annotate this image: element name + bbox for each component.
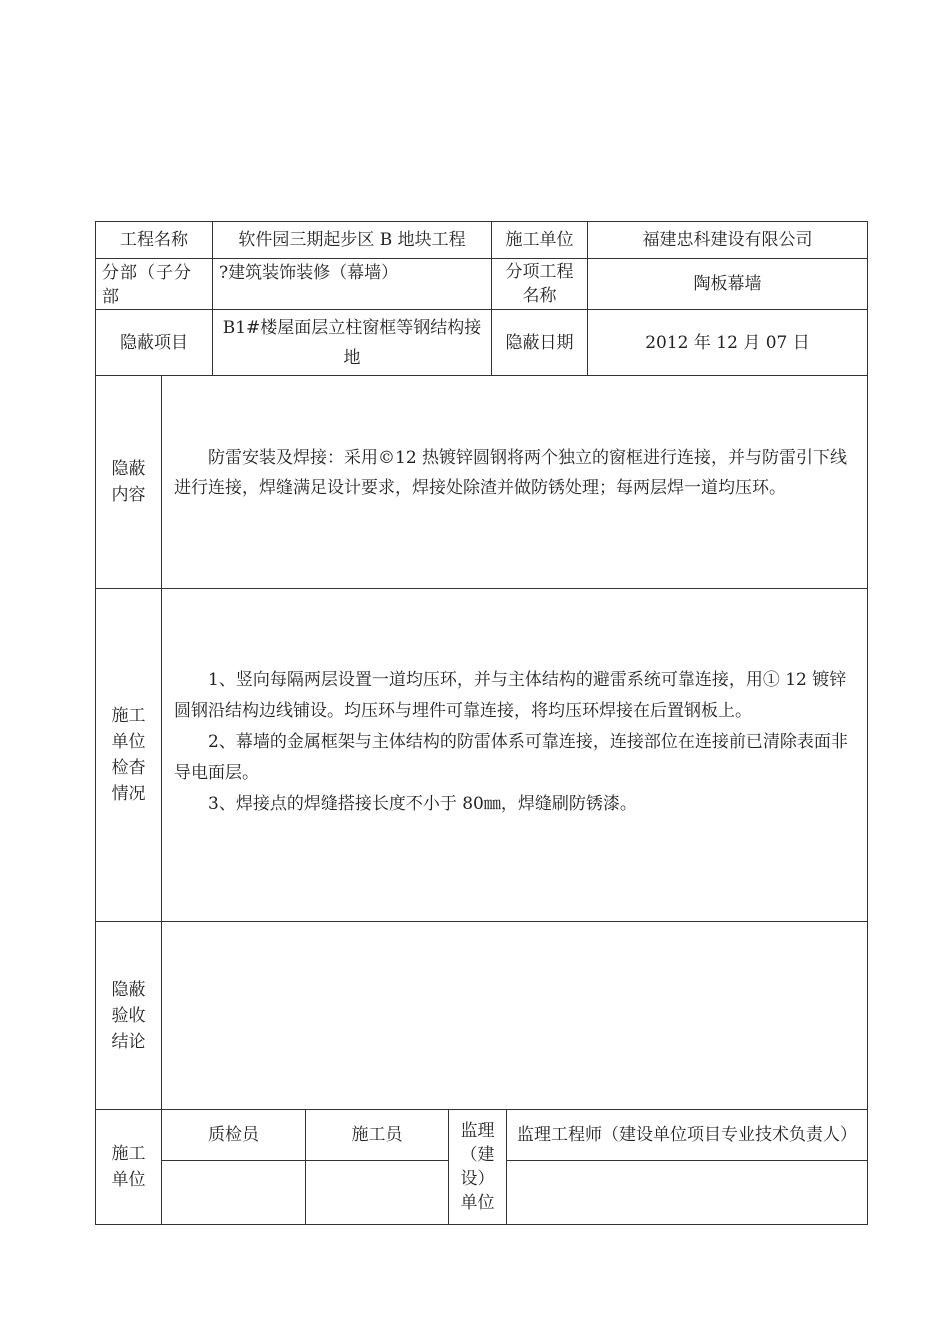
- supervision-label-text: 监理（建设）单位: [460, 1121, 495, 1213]
- inspection-label: [95, 588, 162, 922]
- contractor-value: 福建忠科建设有限公司: [587, 221, 868, 259]
- constructor-signature: [305, 1160, 449, 1225]
- conclusion-label-text: 隐蔽验收结论: [111, 979, 146, 1052]
- inspection-item-1: 1、竖向每隔两层设置一道均压环，并与主体结构的避雷系统可靠连接，用① 12 镀锌圆钢沿结构边线铺设。均压环与埋件可靠连接，将均压环焊接在后置钢板上。: [174, 670, 847, 721]
- subitem-label-text: 分项工程名称: [505, 262, 574, 306]
- inspection-item-3: 3、焊接点的焊缝搭接长度不小于 80㎜，焊缝刷防锈漆。: [208, 794, 637, 814]
- engineer-label: [506, 1109, 868, 1161]
- content-label-text: 隐蔽内容: [111, 459, 146, 505]
- conclusion-label: [95, 921, 162, 1110]
- signoff-contractor-text: 施工单位: [111, 1144, 146, 1190]
- project-name-label: 工程名称: [95, 221, 213, 259]
- supervision-label: [448, 1109, 507, 1225]
- division-value: ?建筑装饰装修（幕墙）: [212, 258, 492, 310]
- division-label-text: 分部（子分部: [102, 263, 192, 307]
- subitem-label: [491, 258, 588, 310]
- contractor-label: 施工单位: [491, 221, 588, 259]
- concealed-item-label: 隐蔽项目: [95, 309, 213, 376]
- inspection-item-2: 2、幕墙的金属框架与主体结构的防雷体系可靠连接，连接部位在连接前已清除表面非导电面层。: [174, 732, 848, 783]
- quality-inspector-signature: [161, 1160, 306, 1225]
- project-name-value: 软件园三期起步区 B 地块工程: [212, 221, 492, 259]
- quality-inspector-label: 质检员: [161, 1109, 306, 1161]
- engineer-label-text: 监理工程师（建设单位项目专业技术负责人）: [517, 1125, 857, 1145]
- content-text: [174, 443, 862, 503]
- concealed-item-text: B1#楼屋面层立柱窗框等钢结构接地: [222, 317, 482, 368]
- conclusion-box: [161, 921, 868, 1110]
- inspection-label-text: 施工单位检杳情况: [111, 706, 146, 804]
- constructor-label: 施工员: [305, 1109, 449, 1161]
- division-label: [95, 258, 213, 310]
- concealed-date-value: 2012 年 12 月 07 日: [587, 309, 868, 376]
- engineer-signature: [506, 1160, 868, 1225]
- signoff-contractor-label: [95, 1109, 162, 1225]
- inspection-text: [174, 665, 862, 820]
- subitem-value: 陶板幕墙: [587, 258, 868, 310]
- concealed-item-value: [212, 309, 492, 376]
- content-paragraph: 防雷安装及焊接：采用©12 热镀锌圆钢将两个独立的窗框进行连接，并与防雷引下线进行连接，焊缝满足设计要求，焊接处除渣并做防锈处理；每两层焊一道均压环。: [174, 448, 848, 498]
- concealed-date-label: 隐蔽日期: [491, 309, 588, 376]
- content-label: [95, 375, 162, 589]
